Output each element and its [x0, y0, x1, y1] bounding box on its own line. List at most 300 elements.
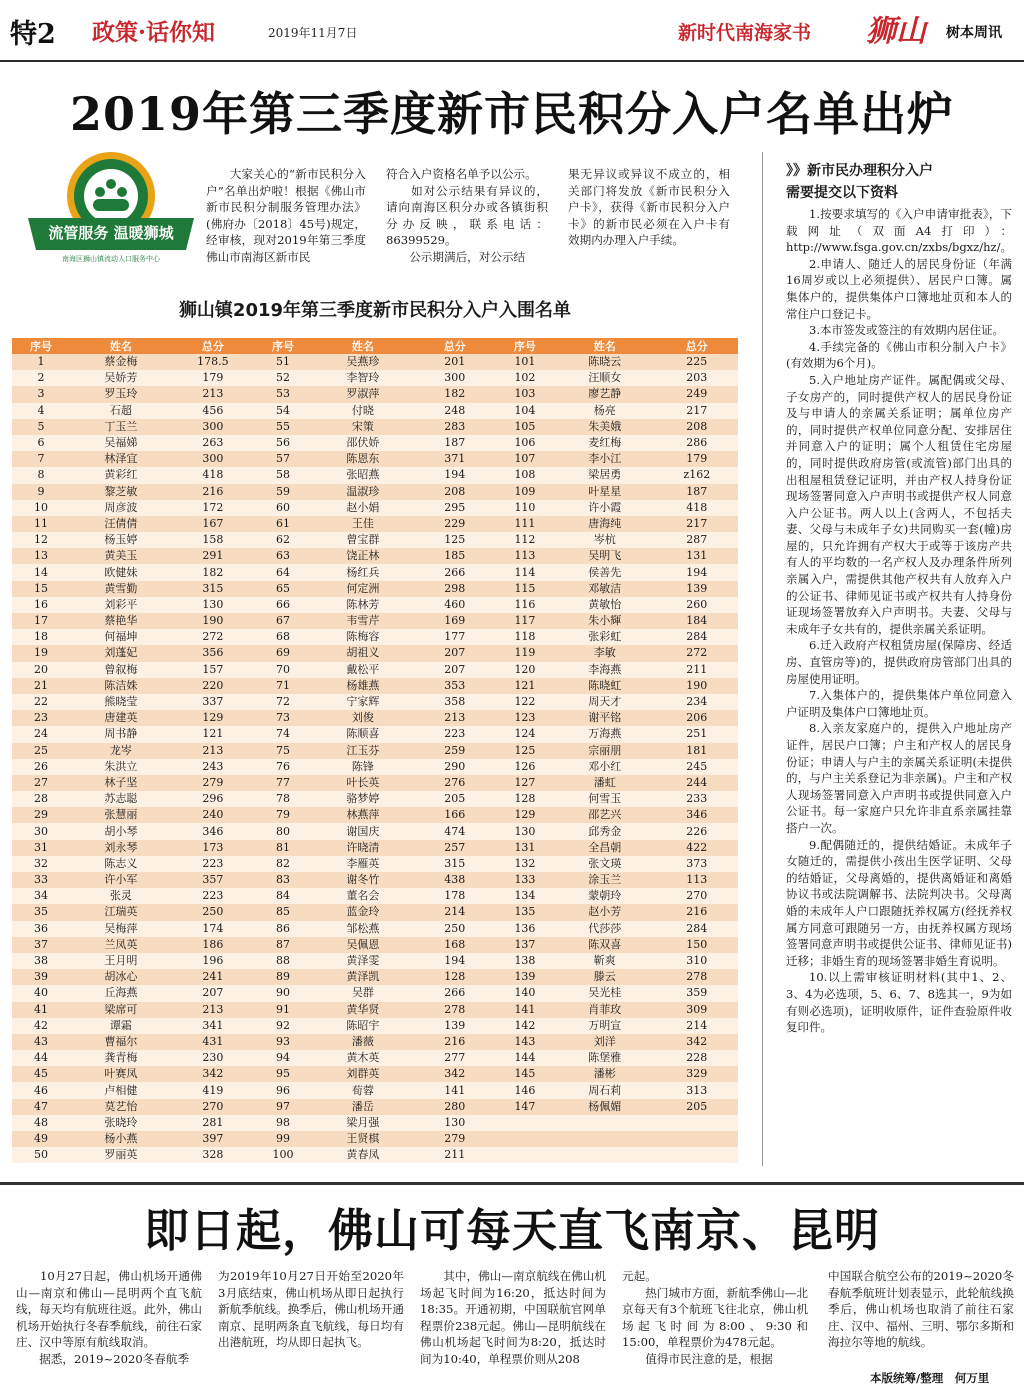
- table-cell: 205: [656, 1099, 738, 1115]
- table-cell: 203: [656, 370, 738, 386]
- table-cell: 97: [254, 1099, 312, 1115]
- table-row: [12, 403, 738, 419]
- table-cell: 朱美娥: [554, 419, 656, 435]
- table-row: [12, 921, 738, 937]
- table-cell: 杨玉婷: [70, 532, 172, 548]
- table-row: [12, 872, 738, 888]
- table-cell: 宗丽朋: [554, 743, 656, 759]
- table-cell: 黄泽凯: [312, 969, 414, 985]
- table-cell: 36: [12, 921, 70, 937]
- table-cell: 127: [496, 775, 554, 791]
- table-header-cell: 姓名: [312, 338, 414, 354]
- table-cell: 刘蓬妃: [70, 645, 172, 661]
- table-cell: 207: [172, 985, 254, 1001]
- slogan: 新时代南海家书: [678, 22, 812, 44]
- table-cell: 肖菲玫: [554, 1002, 656, 1018]
- table-cell: 223: [414, 726, 496, 742]
- table-cell: 456: [172, 403, 254, 419]
- table-cell: 206: [656, 710, 738, 726]
- table-cell: 179: [656, 451, 738, 467]
- table-cell: 李敏: [554, 645, 656, 661]
- table-cell: 226: [656, 823, 738, 839]
- table-cell: 90: [254, 985, 312, 1001]
- table-cell: 45: [12, 1066, 70, 1082]
- table-cell: 122: [496, 694, 554, 710]
- table-cell: 张文瑛: [554, 856, 656, 872]
- table-cell: 戴松平: [312, 662, 414, 678]
- table-cell: 60: [254, 500, 312, 516]
- table-cell: 王佳: [312, 516, 414, 532]
- table-cell: 涂玉兰: [554, 872, 656, 888]
- table-cell: 112: [496, 532, 554, 548]
- table-row: [12, 1034, 738, 1050]
- table-cell: 61: [254, 516, 312, 532]
- table-cell: 赵小娟: [312, 500, 414, 516]
- table-cell: 何定洲: [312, 581, 414, 597]
- table-cell: 359: [656, 985, 738, 1001]
- table-cell: 108: [496, 467, 554, 483]
- table-cell: 陈顺喜: [312, 726, 414, 742]
- table-cell: 51: [254, 354, 312, 370]
- table-cell: 182: [172, 564, 254, 580]
- table-cell: 全昌朝: [554, 840, 656, 856]
- table-cell: 328: [172, 1147, 254, 1163]
- table-cell: 373: [656, 856, 738, 872]
- requirement-item: 6.迁入政府产权租赁房屋(保障房、经适房、直管房等)的，提供政府房管部门出具的房屋使用证明。: [786, 638, 1012, 686]
- table-cell: 黄春凤: [312, 1147, 414, 1163]
- table-cell: 周彦波: [70, 500, 172, 516]
- table-cell: 68: [254, 629, 312, 645]
- table-cell: 罗淑萍: [312, 386, 414, 402]
- table-cell: 李小江: [554, 451, 656, 467]
- table-cell: 刘群英: [312, 1066, 414, 1082]
- table-cell: 270: [172, 1099, 254, 1115]
- table-cell: 刘彩平: [70, 597, 172, 613]
- table-cell: 许小军: [70, 872, 172, 888]
- table-cell: 474: [414, 823, 496, 839]
- table-cell: 20: [12, 662, 70, 678]
- table-cell: 29: [12, 807, 70, 823]
- table-cell: 460: [414, 597, 496, 613]
- table-cell: 3: [12, 386, 70, 402]
- table-cell: 259: [414, 743, 496, 759]
- table-cell: 93: [254, 1034, 312, 1050]
- table-cell: 33: [12, 872, 70, 888]
- table-row: [12, 743, 738, 759]
- requirements-title-line-1: 》》新市民办理积分入户: [786, 163, 933, 179]
- table-cell: 80: [254, 823, 312, 839]
- table-cell: 342: [172, 1066, 254, 1082]
- table-cell: 185: [414, 548, 496, 564]
- table-cell: 300: [414, 370, 496, 386]
- table-cell: 杨雄燕: [312, 678, 414, 694]
- table-cell: 谢冬竹: [312, 872, 414, 888]
- table-cell: 139: [414, 1018, 496, 1034]
- table-cell: 278: [656, 969, 738, 985]
- table-cell: 129: [496, 807, 554, 823]
- table-cell: 144: [496, 1050, 554, 1066]
- table-cell: 苏志聪: [70, 791, 172, 807]
- table-cell: 228: [656, 1050, 738, 1066]
- table-cell: 217: [656, 516, 738, 532]
- table-cell: 266: [414, 564, 496, 580]
- table-cell: 208: [414, 484, 496, 500]
- table-cell: 117: [496, 613, 554, 629]
- table-cell: 147: [496, 1099, 554, 1115]
- table-row: [12, 823, 738, 839]
- flight-col-4: 元起。 热门城市方面，新航季佛山—北京每天有3个航班飞往北京，佛山机场起飞时间为8:00、9:30和15:00，单程票价为478元起。 值得市民注意的是，根据: [622, 1269, 808, 1366]
- table-cell: 73: [254, 710, 312, 726]
- table-cell: 64: [254, 564, 312, 580]
- page-number: 特2: [10, 19, 56, 50]
- table-cell: 16: [12, 597, 70, 613]
- table-cell: 167: [172, 516, 254, 532]
- table-cell: 91: [254, 1002, 312, 1018]
- table-cell: 蒙朝玲: [554, 888, 656, 904]
- table-row: [12, 451, 738, 467]
- table-cell: 14: [12, 564, 70, 580]
- table-cell: 梁席可: [70, 1002, 172, 1018]
- table-row: [12, 662, 738, 678]
- table-cell: 371: [414, 451, 496, 467]
- table-cell: 141: [414, 1082, 496, 1098]
- table-cell: 11: [12, 516, 70, 532]
- table-cell: 169: [414, 613, 496, 629]
- requirement-item: 4.手续完备的《佛山市积分制入户卡》(有效期为6个月)。: [786, 339, 1012, 371]
- requirements-title: [786, 160, 1012, 204]
- table-cell: 陈林芳: [312, 597, 414, 613]
- table-cell: 341: [172, 1018, 254, 1034]
- table-cell: 蔡艳华: [70, 613, 172, 629]
- table-cell: 邵艺兴: [554, 807, 656, 823]
- table-cell: 82: [254, 856, 312, 872]
- table-cell: 1: [12, 354, 70, 370]
- table-cell: 128: [496, 791, 554, 807]
- table-cell: 12: [12, 532, 70, 548]
- table-cell: 244: [656, 775, 738, 791]
- table-cell: 潘虹: [554, 775, 656, 791]
- table-cell: 65: [254, 581, 312, 597]
- table-cell: 143: [496, 1034, 554, 1050]
- table-cell: 黄彩红: [70, 467, 172, 483]
- table-row: [12, 597, 738, 613]
- table-cell: 丁玉兰: [70, 419, 172, 435]
- table-row: [12, 791, 738, 807]
- table-cell: 杨佩媚: [554, 1099, 656, 1115]
- table-cell: 118: [496, 629, 554, 645]
- table-cell: 95: [254, 1066, 312, 1082]
- table-cell: 295: [414, 500, 496, 516]
- table-cell: 40: [12, 985, 70, 1001]
- table-cell: 125: [496, 743, 554, 759]
- table-cell: 陈恩东: [312, 451, 414, 467]
- emblem-text: 流管服务 温暖狮城: [48, 224, 174, 242]
- table-row: [12, 484, 738, 500]
- table-cell: 346: [656, 807, 738, 823]
- flight-col-2: 为2019年10月27日开始至2020年3月底结束，佛山机场从即日起执行新航季航线。换季后，佛山机场开通南京、昆明两条直飞航线，每日均有出港航班，均从即日起执飞。: [218, 1269, 404, 1350]
- requirement-item: 5.入户地址房产证件。属配偶或父母、子女房产的，同时提供产权人的居民身份证及与申请人的亲属关系证明；属单位房产的，同时提供产权单位同意分配、安排居住并同意入户的证明；属个人租赁住宅房屋的，同时提供政府房管(或流管)部门出具的出租屋租赁登记证明，并由产权人持身份证现场签署同意入户声明书或提供产权人同意入户公证书。两人以上(含两人，不包括夫妻、父母与未成年子女)共同购买一套(幢)房屋的，只允许拥有产权大于或等于该房产共有人的平均数的一名产权人及办理条件所列亲属入户，需提供其他产权共有人放弃入户的公证书、律师见证书或产权共有人持身份证现场签署放弃入户声明书。夫妻、父母与未成年子女共有的，提供亲属关系证明。: [786, 372, 1012, 636]
- table-cell: 310: [656, 953, 738, 969]
- table-cell: 291: [172, 548, 254, 564]
- table-cell: 龙岑: [70, 743, 172, 759]
- table-cell: 18: [12, 629, 70, 645]
- table-cell: 35: [12, 904, 70, 920]
- table-header-cell: 序号: [496, 338, 554, 354]
- table-cell: 194: [414, 467, 496, 483]
- table-cell: 248: [414, 403, 496, 419]
- table-cell: [656, 1131, 738, 1147]
- table-cell: 177: [414, 629, 496, 645]
- table-header-cell: 序号: [12, 338, 70, 354]
- table-cell: 骆梦婷: [312, 791, 414, 807]
- table-cell: 130: [172, 597, 254, 613]
- table-cell: 234: [656, 694, 738, 710]
- emblem-subtext: 南海区狮山镇流动人口服务中心: [62, 255, 160, 263]
- table-cell: 284: [656, 921, 738, 937]
- table-cell: 184: [656, 613, 738, 629]
- table-cell: 刘洋: [554, 1034, 656, 1050]
- table-cell: 214: [656, 1018, 738, 1034]
- section-divider: [0, 1182, 1024, 1185]
- newspaper-logo: 狮山: [866, 14, 926, 49]
- table-cell: 兰凤英: [70, 937, 172, 953]
- table-cell: 116: [496, 597, 554, 613]
- table-cell: 许晓清: [312, 840, 414, 856]
- table-cell: 张灵: [70, 888, 172, 904]
- requirements-list: [786, 206, 1012, 1036]
- table-cell: 125: [414, 532, 496, 548]
- table-cell: 83: [254, 872, 312, 888]
- table-cell: 419: [172, 1082, 254, 1098]
- table-cell: 241: [172, 969, 254, 985]
- table-cell: 25: [12, 743, 70, 759]
- table-row: [12, 953, 738, 969]
- table-cell: 213: [414, 710, 496, 726]
- table-header-cell: 序号: [254, 338, 312, 354]
- table-header-row: [12, 338, 738, 354]
- table-row: [12, 694, 738, 710]
- table-cell: 石超: [70, 403, 172, 419]
- table-row: [12, 613, 738, 629]
- table-row: [12, 1115, 738, 1131]
- table-cell: 江瑞英: [70, 904, 172, 920]
- table-cell: 119: [496, 645, 554, 661]
- table-cell: 179: [172, 370, 254, 386]
- table-cell: 89: [254, 969, 312, 985]
- table-header-cell: 总分: [172, 338, 254, 354]
- table-cell: 蔡金梅: [70, 354, 172, 370]
- flight-col-3: 其中，佛山—南京航线在佛山机场起飞时间为16:20，抵达时间为18:35。开通初期，中国联航官网单程票价238元起。佛山—昆明航线在佛山机场起飞时间为8:20，抵达时间为10:40，单程票价则从208: [420, 1269, 606, 1366]
- table-row: [12, 467, 738, 483]
- table-cell: 67: [254, 613, 312, 629]
- table-cell: 257: [414, 840, 496, 856]
- table-cell: 141: [496, 1002, 554, 1018]
- table-cell: 280: [414, 1099, 496, 1115]
- table-cell: 41: [12, 1002, 70, 1018]
- table-cell: 213: [172, 1002, 254, 1018]
- table-cell: 43: [12, 1034, 70, 1050]
- table-cell: 131: [656, 548, 738, 564]
- table-cell: 190: [172, 613, 254, 629]
- table-cell: 潘彬: [554, 1066, 656, 1082]
- table-cell: 79: [254, 807, 312, 823]
- table-cell: 174: [172, 921, 254, 937]
- table-cell: 145: [496, 1066, 554, 1082]
- table-cell: 88: [254, 953, 312, 969]
- table-cell: 137: [496, 937, 554, 953]
- table-cell: 邹松燕: [312, 921, 414, 937]
- requirements-title-line-2: 需要提交以下资料: [786, 185, 898, 201]
- table-cell: 吴燕珍: [312, 354, 414, 370]
- table-cell: 102: [496, 370, 554, 386]
- table-cell: 207: [414, 645, 496, 661]
- table-cell: 81: [254, 840, 312, 856]
- publish-date: 2019年11月7日: [268, 26, 358, 40]
- table-cell: 110: [496, 500, 554, 516]
- table-cell: 46: [12, 1082, 70, 1098]
- table-cell: 139: [496, 969, 554, 985]
- table-cell: 142: [496, 1018, 554, 1034]
- table-cell: 194: [656, 564, 738, 580]
- table-cell: 186: [172, 937, 254, 953]
- table-cell: 周天才: [554, 694, 656, 710]
- table-cell: 329: [656, 1066, 738, 1082]
- table-cell: 287: [656, 532, 738, 548]
- table-cell: 272: [656, 645, 738, 661]
- table-header-cell: 姓名: [554, 338, 656, 354]
- table-cell: 115: [496, 581, 554, 597]
- table-row: [12, 500, 738, 516]
- table-cell: 邵伏娇: [312, 435, 414, 451]
- table-cell: 123: [496, 710, 554, 726]
- table-cell: 66: [254, 597, 312, 613]
- table-cell: 290: [414, 759, 496, 775]
- table-cell: 357: [172, 872, 254, 888]
- table-cell: 187: [656, 484, 738, 500]
- table-cell: 109: [496, 484, 554, 500]
- table-cell: 8: [12, 467, 70, 483]
- table-cell: 201: [414, 354, 496, 370]
- requirement-item: 7.入集体户的，提供集体户单位同意入户证明及集体户口簿地址页。: [786, 688, 1012, 719]
- table-cell: 万海燕: [554, 726, 656, 742]
- table-cell: 358: [414, 694, 496, 710]
- table-cell: 346: [172, 823, 254, 839]
- table-cell: 罗玉玲: [70, 386, 172, 402]
- table-cell: 55: [254, 419, 312, 435]
- table-cell: 128: [414, 969, 496, 985]
- table-cell: 104: [496, 403, 554, 419]
- table-cell: 216: [414, 1034, 496, 1050]
- table-cell: 126: [496, 759, 554, 775]
- table-cell: 113: [496, 548, 554, 564]
- table-row: [12, 370, 738, 386]
- table-cell: 谢平铭: [554, 710, 656, 726]
- table-header-cell: 总分: [656, 338, 738, 354]
- table-cell: 133: [496, 872, 554, 888]
- table-row: [12, 985, 738, 1001]
- table-cell: 63: [254, 548, 312, 564]
- table-cell: 58: [254, 467, 312, 483]
- table-cell: 50: [12, 1147, 70, 1163]
- table-cell: z162: [656, 467, 738, 483]
- table-cell: 130: [496, 823, 554, 839]
- table-cell: 19: [12, 645, 70, 661]
- table-cell: 刘俊: [312, 710, 414, 726]
- table-row: [12, 645, 738, 661]
- table-cell: 荀蓉: [312, 1082, 414, 1098]
- table-cell: 296: [172, 791, 254, 807]
- table-cell: 李海燕: [554, 662, 656, 678]
- table-cell: 178: [414, 888, 496, 904]
- table-cell: 92: [254, 1018, 312, 1034]
- table-cell: 139: [656, 581, 738, 597]
- table-cell: 陈梅容: [312, 629, 414, 645]
- table-cell: 汪倩倩: [70, 516, 172, 532]
- table-cell: 211: [414, 1147, 496, 1163]
- service-emblem: [26, 150, 196, 265]
- table-cell: 106: [496, 435, 554, 451]
- table-cell: 梁月强: [312, 1115, 414, 1131]
- table-cell: 30: [12, 823, 70, 839]
- table-row: [12, 1066, 738, 1082]
- table-cell: 宁家辉: [312, 694, 414, 710]
- table-cell: 243: [172, 759, 254, 775]
- flight-col-5: 中国联合航空公布的2019~2020冬春航季航班计划表显示，此轮航线换季后，佛山机场也取消了前往石家庄、汉中、福州、三明、鄂尔多斯和海拉尔等地的航线。: [828, 1269, 1014, 1350]
- table-cell: 吴明飞: [554, 548, 656, 564]
- newspaper-name: 树本周讯: [946, 25, 1002, 41]
- table-cell: 135: [496, 904, 554, 920]
- table-cell: 潘岳: [312, 1099, 414, 1115]
- table-cell: 157: [172, 662, 254, 678]
- table-cell: 42: [12, 1018, 70, 1034]
- table-cell: 225: [656, 354, 738, 370]
- table-cell: 172: [172, 500, 254, 516]
- table-cell: 谭霜: [70, 1018, 172, 1034]
- table-cell: 283: [414, 419, 496, 435]
- table-cell: 136: [496, 921, 554, 937]
- table-cell: 138: [496, 953, 554, 969]
- table-cell: 263: [172, 435, 254, 451]
- table-cell: 卢相健: [70, 1082, 172, 1098]
- table-row: [12, 775, 738, 791]
- table-cell: 59: [254, 484, 312, 500]
- table-cell: 黎芝敏: [70, 484, 172, 500]
- table-cell: 22: [12, 694, 70, 710]
- table-cell: 陈晓虹: [554, 678, 656, 694]
- table-cell: 213: [172, 743, 254, 759]
- table-cell: 林子坚: [70, 775, 172, 791]
- table-cell: 220: [172, 678, 254, 694]
- table-cell: 23: [12, 710, 70, 726]
- table-cell: 84: [254, 888, 312, 904]
- table-cell: 饶正林: [312, 548, 414, 564]
- table-cell: 62: [254, 532, 312, 548]
- table-row: [12, 564, 738, 580]
- requirement-item: 10.以上需审核证明材料(其中1、2、3、4为必选项，5、6、7、8选其一，9为如有则必选项)，证明收原件，证件查验原件收复印件。: [786, 970, 1012, 1035]
- table-cell: 吴光桂: [554, 985, 656, 1001]
- table-cell: 250: [172, 904, 254, 920]
- table-cell: 28: [12, 791, 70, 807]
- table-cell: 260: [656, 597, 738, 613]
- table-cell: 汪顺女: [554, 370, 656, 386]
- table-row: [12, 419, 738, 435]
- table-cell: 98: [254, 1115, 312, 1131]
- intro-col-2: 符合入户资格名单予以公示。 如对公示结果有异议的，请向南海区积分办或各镇街积分办反映，联系电话：86399529。 公示期满后，对公示结: [386, 167, 548, 264]
- table-cell: 196: [172, 953, 254, 969]
- table-cell: 418: [172, 467, 254, 483]
- table-cell: 黄泽雯: [312, 953, 414, 969]
- table-cell: 278: [414, 1002, 496, 1018]
